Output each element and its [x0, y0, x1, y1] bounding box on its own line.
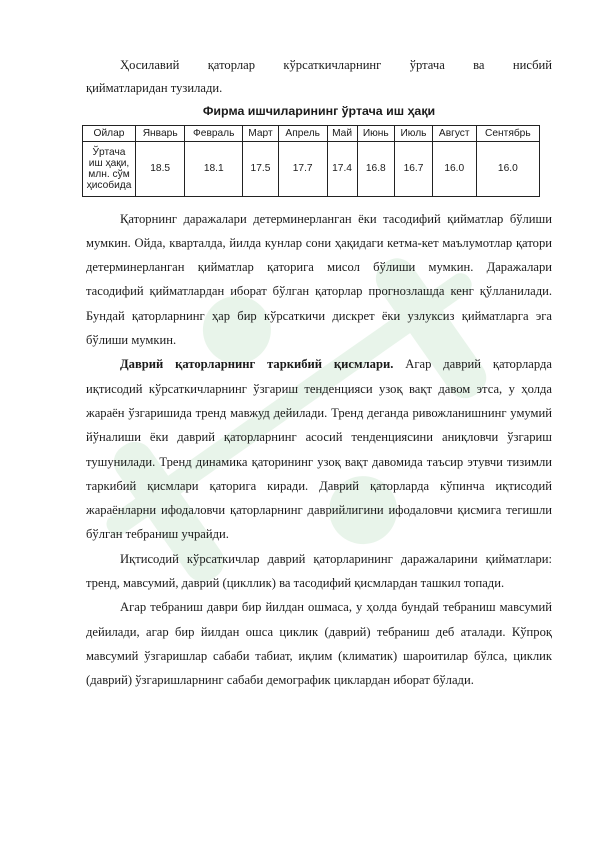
document-page — [86, 53, 552, 693]
value-cell: 17.4 — [327, 141, 357, 196]
table-row — [83, 141, 540, 196]
header-cell: Апрель — [278, 125, 327, 141]
row-label-line: иш ҳақи, — [88, 157, 130, 169]
row-label-cell — [83, 141, 136, 196]
intro-paragraph-end — [86, 76, 552, 100]
row-label-line: Ўртача — [92, 146, 126, 158]
header-cell: Май — [327, 125, 357, 141]
salary-table — [82, 125, 540, 197]
paragraph-2-text: Агар даврий қаторларда иқтисодий кўрсаткичларнинг ўзгариш тенденцияси узоқ вақт давом этса, у ҳолда жараён ўзгаришида тренд мавжуд дейилади. Тренд деганда ривожланишнинг умумий йўналиши ёки даврий қаторларнинг асосий тенденциясини аниқловчи ўзгариш тушунилади. Тренд динамика қаторининг узоқ вақт давомида таъсир этувчи тизимли таркибий қисмлари қаторига киради. Даврий қаторларда кўпинча иқтисодий жараёнларни ифодаловчи қаторларнинг даврийлигини ифодаловчи қисмига тегишли бўлган тебраниш учрайди. — [86, 357, 552, 542]
value-cell: 17.5 — [243, 141, 279, 196]
intro-line-2: қийматларидан тузилади. — [86, 81, 223, 96]
paragraph-1: Қаторнинг даражалари детерминерланган ёки тасодифий қийматлар бўлиши мумкин. Ойда, кварталда, йилда кунлар сони ҳақидаги кетма-кет маълумотлар қатори детерминерланган қийматлар қаторига мисол бўлиши мумкин. Даражалари тасодифий қийматлардан иборат бўлган қаторлар прогнозлашда кенг қўлланилади. Бундай қаторларнинг ҳар бир кўрсаткичи дискрет ёки узлуксиз қийматларга эга бўлиши мумкин. — [86, 211, 552, 348]
paragraph-4: Агар тебраниш даври бир йилдан ошмаса, у ҳолда бундай тебраниш мавсумий дейилади, агар бир йилдан ошса циклик (даврий) тебраниш деб аталади. Кўпроқ мавсумий ўзгаришлар сабаби табиат, иқлим (климатик) шароитилар бўлса, циклик (даврий) ўзгаришларнинг сабаби демографик циклардан иборат бўлади. — [86, 600, 552, 688]
header-cell: Июнь — [357, 125, 395, 141]
value-cell: 16.8 — [357, 141, 395, 196]
value-cell: 18.1 — [185, 141, 243, 196]
header-cell: Январь — [136, 125, 185, 141]
header-cell: Ойлар — [83, 125, 136, 141]
header-cell: Сентябрь — [476, 125, 539, 141]
table-header-row — [83, 125, 540, 141]
value-cell: 16.0 — [432, 141, 476, 196]
value-cell: 18.5 — [136, 141, 185, 196]
header-cell: Февраль — [185, 125, 243, 141]
row-label-line: ҳисобида — [86, 179, 132, 191]
value-cell: 17.7 — [278, 141, 327, 196]
paragraph-3: Иқтисодий кўрсаткичлар даврий қаторларининг даражаларини қийматлари: тренд, мавсумий, даврий (цикллик) ва тасодифий қисмлардан ташкил топади. — [86, 551, 552, 591]
section-heading-inline: Даврий қаторларнинг таркибий қисмлари. — [120, 357, 394, 372]
value-cell: 16.7 — [395, 141, 433, 196]
header-cell: Июль — [395, 125, 433, 141]
header-cell: Август — [432, 125, 476, 141]
row-label-line: млн. сўм — [88, 168, 130, 180]
header-cell: Март — [243, 125, 279, 141]
intro-paragraph — [86, 53, 552, 77]
value-cell: 16.0 — [476, 141, 539, 196]
table-title: Фирма ишчиларининг ўртача иш ҳақи — [202, 103, 436, 118]
paragraph-2 — [86, 352, 552, 546]
intro-line-1: Ҳосилавий қаторлар кўрсаткичларнинг ўртача ва нисбий — [120, 58, 552, 72]
